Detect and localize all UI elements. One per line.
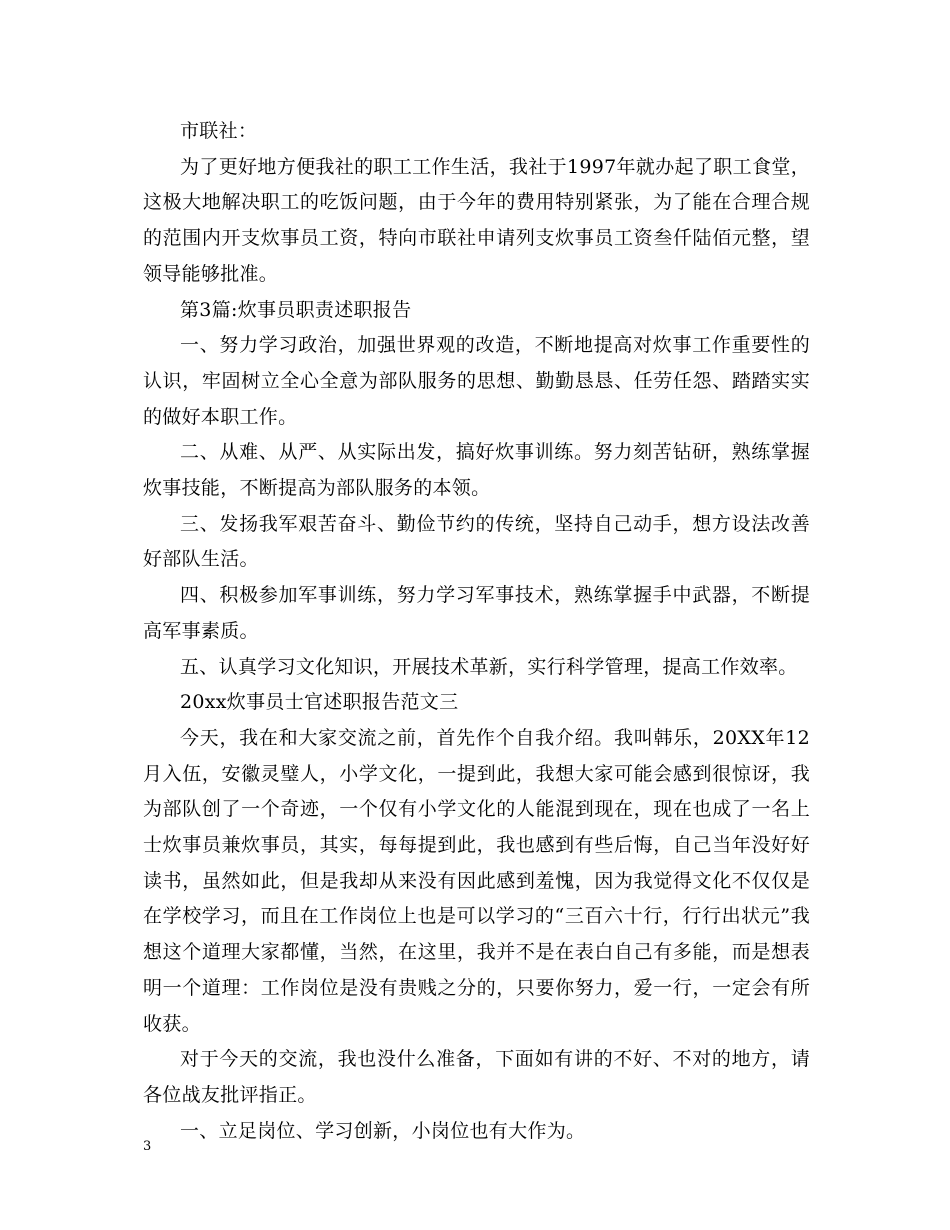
body-paragraph: 二、从难、从严、从实际出发，搞好炊事训练。努力刻苦钻研，熟练掌握炊事技能，不断提高为部队服务的本领。: [143, 441, 810, 500]
section-heading: 第3篇:炊事员职责述职报告: [180, 298, 412, 321]
body-paragraph: 一、立足岗位、学习创新，小岗位也有大作为。: [180, 1119, 586, 1142]
body-paragraph: 为了更好地方便我社的职工工作生活，我社于1997年就办起了职工食堂，这极大地解决职工的吃饭问题，由于今年的费用特别紧张，为了能在合理合规的范围内开支炊事员工资，特向市联社申请列支炊事员工资叁仟陆佰元整，望领导能够批准。: [143, 155, 810, 285]
document-body: [143, 114, 810, 1149]
page-number: 3: [143, 1139, 152, 1154]
body-paragraph: 对于今天的交流，我也没什么准备，下面如有讲的不好、不对的地方，请各位战友批评指正。: [143, 1048, 810, 1106]
body-paragraph: 一、努力学习政治，加强世界观的改造，不断地提高对炊事工作重要性的认识，牢固树立全心全意为部队服务的思想、勤勤恳恳、任劳任怨、踏踏实实的做好本职工作。: [143, 334, 810, 428]
salutation-paragraph: 市联社：: [180, 120, 258, 142]
body-paragraph: 四、积极参加军事训练，努力学习军事技术，熟练掌握手中武器，不断提高军事素质。: [143, 584, 810, 642]
body-paragraph: 三、发扬我军艰苦奋斗、勤俭节约的传统，坚持自己动手，想方设法改善好部队生活。: [143, 512, 810, 571]
section-heading: 20xx炊事员士官述职报告范文三: [180, 691, 459, 714]
body-paragraph: 今天，我在和大家交流之前，首先作个自我介绍。我叫韩乐，20XX年12月入伍，安徽灵璧人，小学文化，一提到此，我想大家可能会感到很惊讶，我为部队创了一个奇迹，一个仅有小学文化的人能混到现在，现在也成了一名上士炊事员兼炊事员，其实，每每提到此，我也感到有些后悔，自己当年没好好读书，虽然如此，但是我却从来没有因此感到羞愧，因为我觉得文化不仅仅是在学校学习，而且在工作岗位上也是可以学习的“三百六十行，行行出状元”我想这个道理大家都懂，当然，在这里，我并不是在表白自己有多能，而是想表明一个道理：工作岗位是没有贵贱之分的，只要你努力，爱一行，一定会有所收获。: [143, 726, 810, 1035]
body-paragraph: 五、认真学习文化知识，开展技术革新，实行科学管理，提高工作效率。: [180, 655, 798, 678]
